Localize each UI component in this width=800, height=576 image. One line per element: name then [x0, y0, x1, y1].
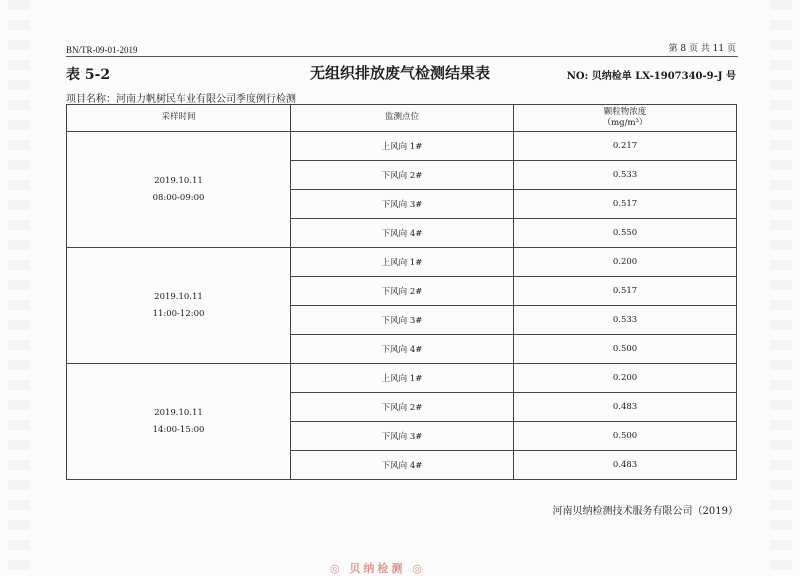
sampling-time-cell [67, 364, 291, 480]
doc-code: BN/TR-09-01-2019 [66, 45, 138, 55]
page-title: 无组织排放废气检测结果表 [309, 64, 490, 82]
header-sampling-time: 采样时间 [67, 105, 291, 132]
monitoring-point-cell: 下风向 2# [291, 161, 514, 190]
sampling-time-cell [67, 132, 291, 248]
monitoring-point-cell: 上风向 1# [291, 248, 514, 277]
watermark-right [770, 0, 792, 576]
project-name: 项目名称：河南力帆树民车业有限公司季度例行检测 [66, 94, 296, 105]
concentration-cell: 0.517 [514, 190, 737, 219]
monitoring-point-cell: 下风向 2# [291, 393, 514, 422]
header-concentration-unit: （mg/m³） [602, 118, 648, 128]
concentration-cell: 0.533 [514, 161, 737, 190]
results-table [66, 104, 737, 480]
header-concentration [514, 105, 737, 132]
header-rule [66, 56, 738, 57]
monitoring-point-cell: 下风向 3# [291, 190, 514, 219]
concentration-cell: 0.550 [514, 219, 737, 248]
sampling-time-cell [67, 248, 291, 364]
concentration-cell: 0.200 [514, 364, 737, 393]
sampling-time-range: 11:00-12:00 [152, 308, 205, 319]
monitoring-point-cell: 下风向 4# [291, 219, 514, 248]
monitoring-point-cell: 下风向 3# [291, 306, 514, 335]
watermark-left [8, 0, 30, 576]
page-info: 第 8 页 共 11 页 [668, 44, 736, 54]
concentration-cell: 0.533 [514, 306, 737, 335]
header-monitoring-point: 监测点位 [291, 105, 514, 132]
table-header-row [67, 105, 737, 132]
concentration-cell: 0.483 [514, 451, 737, 480]
concentration-cell: 0.500 [514, 422, 737, 451]
monitoring-point-cell: 上风向 1# [291, 132, 514, 161]
sampling-time-range: 08:00-09:00 [152, 192, 205, 203]
table-number: 表 5-2 [66, 67, 111, 83]
sampling-date: 2019.10.11 [154, 176, 203, 187]
header-concentration-label: 颗粒物浓度 [603, 106, 647, 117]
sampling-date: 2019.10.11 [154, 292, 203, 303]
report-number: NO: 贝纳检单 LX-1907340-9-J 号 [566, 71, 736, 82]
monitoring-point-cell: 下风向 4# [291, 451, 514, 480]
concentration-cell: 0.517 [514, 277, 737, 306]
monitoring-point-cell: 下风向 3# [291, 422, 514, 451]
monitoring-point-cell: 下风向 4# [291, 335, 514, 364]
table-row [67, 248, 737, 277]
concentration-cell: 0.217 [514, 132, 737, 161]
sampling-date: 2019.10.11 [154, 408, 203, 419]
table-body [67, 132, 737, 480]
concentration-cell: 0.483 [514, 393, 737, 422]
table-row [67, 132, 737, 161]
monitoring-point-cell: 下风向 2# [291, 277, 514, 306]
sampling-time-range: 14:00-15:00 [152, 424, 205, 435]
seal-stamp: ◎ 贝纳检测 ◎ [330, 562, 425, 575]
concentration-cell: 0.500 [514, 335, 737, 364]
monitoring-point-cell: 上风向 1# [291, 364, 514, 393]
concentration-cell: 0.200 [514, 248, 737, 277]
table-row [67, 364, 737, 393]
company-footer: 河南贝纳检测技术服务有限公司（2019） [552, 506, 738, 517]
